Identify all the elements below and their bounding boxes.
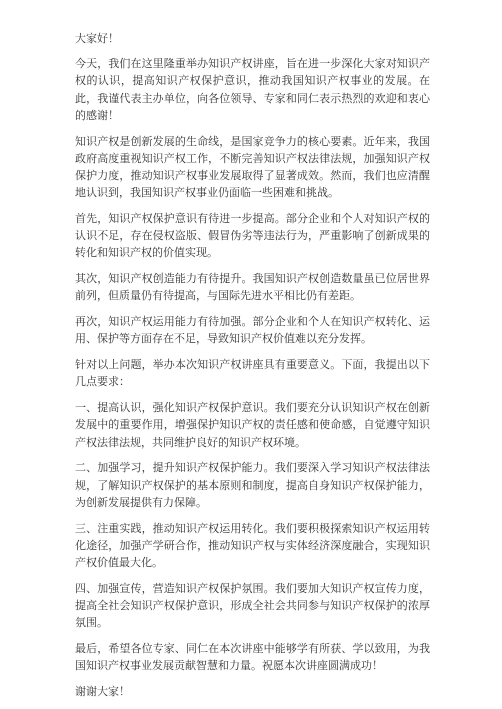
paragraph-intro: 今天，我们在这里隆重举办知识产权讲座，旨在进一步深化大家对知识产权的认识，提高知识产权保护意识，推动我国知识产权事业的发展。在此，我谨代表主办单位，向各位领导、专家和同仁表示热烈的欢迎和衷心的感谢！ <box>75 57 430 122</box>
paragraph-second-issue: 其次，知识产权创造能力有待提升。我国知识产权创造数量虽已位居世界前列，但质量仍有待提高，与国际先进水平相比仍有差距。 <box>75 272 430 303</box>
paragraph-requirement-1: 一、提高认识，强化知识产权保护意识。我们要充分认识知识产权在创新发展中的重要作用，增强保护知识产权的责任感和使命感，自觉遵守知识产权法律法规，共同维护良好的知识产权环境。 <box>75 401 430 449</box>
paragraph-requirements-intro: 针对以上问题，举办本次知识产权讲座具有重要意义。下面，我提出以下几点要求： <box>75 358 430 389</box>
paragraph-first-issue: 首先，知识产权保护意识有待进一步提高。部分企业和个人对知识产权的认识不足，存在侵权盗版、假冒伪劣等违法行为，严重影响了创新成果的转化和知识产权的价值实现。 <box>75 212 430 260</box>
closing: 谢谢大家！ <box>75 685 130 699</box>
paragraph-third-issue: 再次，知识产权运用能力有待加强。部分企业和个人在知识产权转化、运用、保护等方面存在不足，导致知识产权价值难以充分发挥。 <box>75 315 430 346</box>
paragraph-requirement-4: 四、加强宣传，营造知识产权保护氛围。我们要加大知识产权宣传力度，提高全社会知识产权保护意识，形成全社会共同参与知识产权保护的浓厚氛围。 <box>75 581 430 630</box>
paragraph-background: 知识产权是创新发展的生命线，是国家竞争力的核心要素。近年来，我国政府高度重视知识产权工作，不断完善知识产权法律法规，加强知识产权保护力度，推动知识产权事业发展取得了显著成效。然而，我们也应清醒地认识到，我国知识产权事业仍面临一些困难和挑战。 <box>75 134 430 200</box>
paragraph-requirement-2: 二、加强学习，提升知识产权保护能力。我们要深入学习知识产权法律法规，了解知识产权保护的基本原则和制度，提高自身知识产权保护能力，为创新发展提供有力保障。 <box>75 461 430 509</box>
greeting: 大家好！ <box>75 32 119 45</box>
document-page <box>75 30 430 709</box>
paragraph-requirement-3: 三、注重实践，推动知识产权运用转化。我们要积极探索知识产权运用转化途径，加强产学研合作，推动知识产权与实体经济深度融合，实现知识产权价值最大化。 <box>75 521 430 570</box>
paragraph-conclusion: 最后，希望各位专家、同仁在本次讲座中能够学有所获、学以致用，为我国知识产权事业发展贡献智慧和力量。祝愿本次讲座圆满成功！ <box>75 642 430 673</box>
